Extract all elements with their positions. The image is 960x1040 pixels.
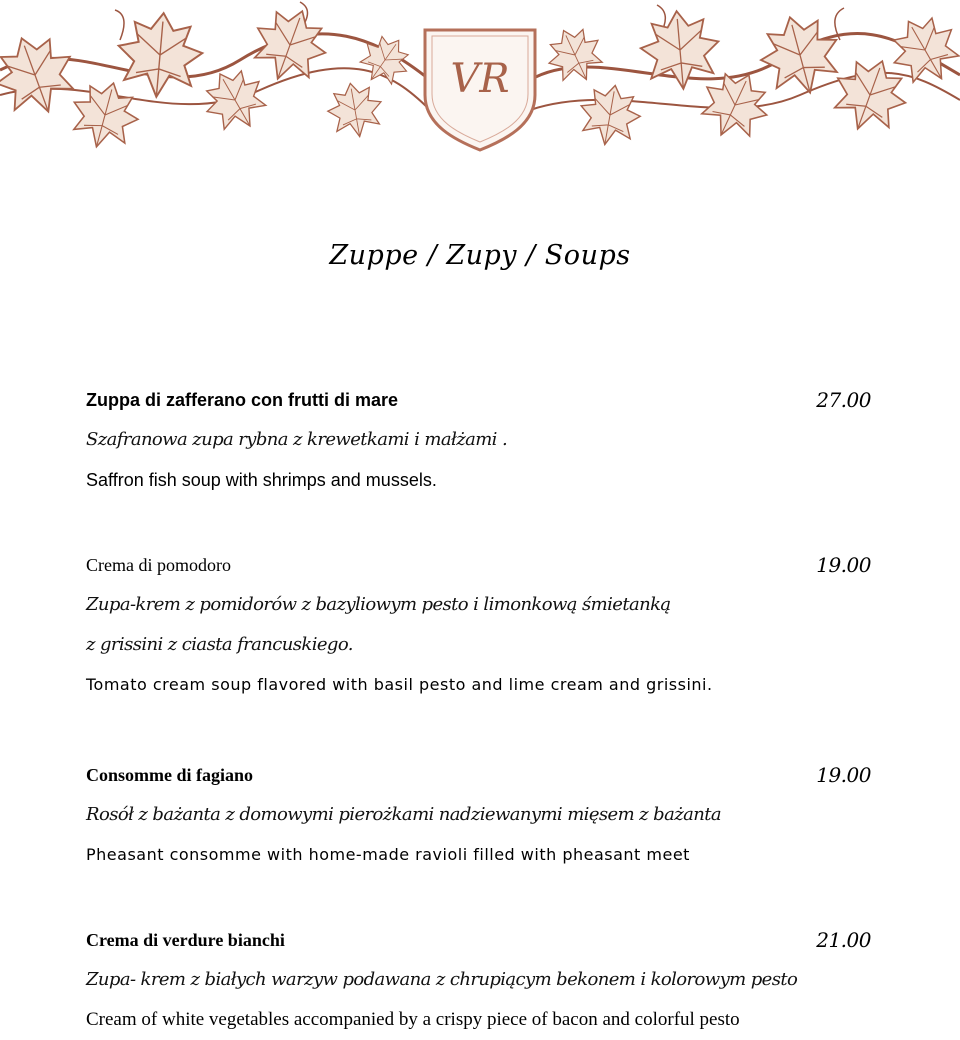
menu-item — [86, 920, 876, 1040]
dish-desc-polish: Rosół z bażanta z domowymi pierożkami nadziewanymi mięsem z bażanta — [86, 804, 721, 825]
dish-desc-english: Saffron fish soup with shrimps and mussels. — [86, 470, 437, 490]
dish-price: 19.00 — [816, 553, 871, 577]
dish-price: 21.00 — [816, 928, 871, 952]
dish-name-italian: Zuppa di zafferano con frutti di mare — [86, 390, 399, 410]
vine-leaves-icon — [0, 0, 960, 175]
dish-desc-english: Tomato cream soup flavored with basil pesto and lime cream and grissini. — [86, 675, 713, 694]
menu-item — [86, 380, 876, 500]
dish-price: 27.00 — [816, 388, 871, 412]
logo-monogram: VR — [450, 56, 510, 102]
menu-item — [86, 755, 876, 875]
menu-item — [86, 545, 876, 705]
dish-desc-english: Cream of white vegetables accompanied by a crispy piece of bacon and colorful pesto — [86, 1009, 740, 1030]
dish-desc-polish: z grissini z ciasta francuskiego. — [86, 634, 353, 655]
dish-desc-english: Pheasant consomme with home-made ravioli filled with pheasant meet — [86, 845, 690, 864]
dish-desc-polish: Zupa- krem z białych warzyw podawana z chrupiącym bekonem i kolorowym pesto — [86, 969, 798, 990]
page-title: Zuppe / Zupy / Soups — [329, 240, 631, 271]
dish-name-italian: Crema di pomodoro — [86, 555, 231, 575]
dish-desc-polish: Zupa-krem z pomidorów z bazyliowym pesto i limonkową śmietanką — [86, 594, 671, 615]
dish-name-italian: Consomme di fagiano — [86, 765, 254, 785]
dish-name-italian: Crema di verdure bianchi — [86, 930, 285, 950]
dish-price: 19.00 — [816, 763, 871, 787]
dish-desc-polish: Szafranowa zupa rybna z krewetkami i małżami . — [86, 429, 508, 450]
header-ornament — [0, 0, 960, 175]
